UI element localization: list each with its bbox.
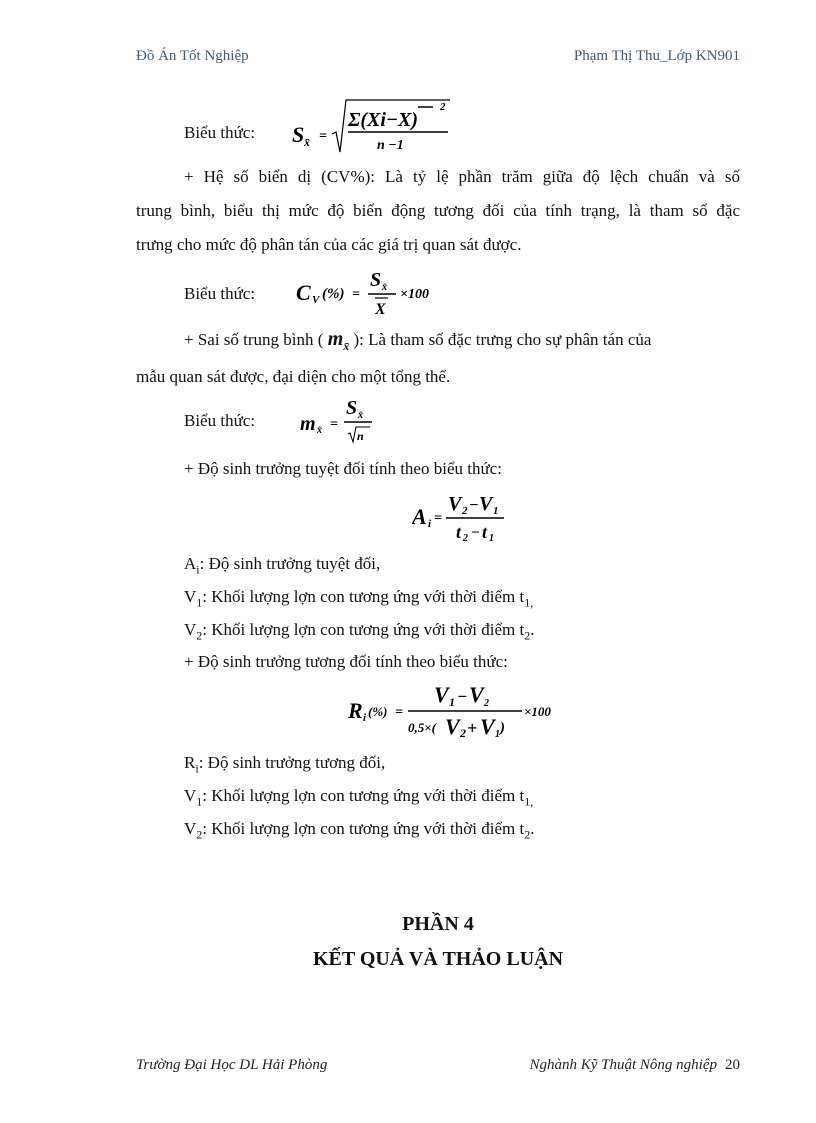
svg-text:−: − — [469, 497, 479, 514]
formula-absolute-growth — [412, 490, 532, 551]
footer-right — [529, 1057, 740, 1074]
formula-cv — [296, 266, 456, 323]
svg-text:x̄: x̄ — [358, 410, 363, 421]
def-a-v1-text: Khối lượng lợn con tương ứng với thời điểm t — [211, 587, 525, 606]
svg-text:x̄: x̄ — [382, 282, 387, 293]
svg-text:=: = — [330, 417, 338, 432]
svg-text:=: = — [352, 287, 360, 302]
svg-text:S: S — [346, 397, 358, 419]
formula-std-error-svg — [292, 96, 452, 156]
svg-text:V: V — [479, 493, 493, 515]
page-header — [136, 48, 740, 65]
label-bieu-thuc-1: Biểu thức: — [184, 123, 256, 142]
svg-text:=: = — [319, 129, 327, 144]
svg-text:S: S — [292, 122, 305, 147]
formula-std-error — [292, 96, 452, 161]
formula-relative-growth — [348, 682, 578, 745]
def-a-v2: $V_2$: Khối lượng lợn con tương ứng với thời điểm $t_2$. — [184, 620, 535, 643]
svg-text:n: n — [357, 429, 364, 443]
svg-text:×100: ×100 — [524, 704, 551, 719]
footer-left: Trường Đại Học DL Hải Phòng — [136, 1057, 328, 1073]
svg-text:m: m — [300, 413, 316, 435]
page-number: 20 — [725, 1057, 740, 1073]
para-m-part-b: ): Là tham số đặc trưng cho sự phân tán của — [353, 330, 652, 349]
svg-text:=: = — [434, 511, 442, 526]
label-bieu-thuc-2: Biểu thức: — [184, 284, 256, 303]
svg-text:1: 1 — [489, 533, 494, 544]
def-a: $A_i$: Độ sinh trưởng tuyệt đối, — [184, 554, 381, 577]
section-title: KẾT QUẢ VÀ THẢO LUẬN — [312, 948, 564, 970]
para-m-part-a: + Sai số trung bình ( — [184, 330, 324, 349]
def-r: $R_i$: Độ sinh trưởng tương đối, — [184, 753, 386, 776]
svg-text:i: i — [428, 518, 432, 530]
page-footer — [136, 1057, 740, 1074]
svg-text:i: i — [363, 712, 367, 724]
svg-text:1: 1 — [495, 729, 500, 740]
svg-text:V: V — [434, 682, 449, 707]
svg-text:x̄: x̄ — [304, 135, 310, 149]
def-r-v1-text: Khối lượng lợn con tương ứng với thời điểm t — [211, 786, 525, 805]
para-m-line-1 — [184, 322, 740, 363]
section-part: PHẦN 4 — [402, 913, 474, 935]
svg-text:t: t — [482, 522, 488, 542]
svg-text:1: 1 — [493, 505, 499, 517]
inline-m-symbol: $m_{x̄}$ — [327, 328, 350, 353]
def-r-v2-text: Khối lượng lợn con tương ứng với thời điểm t — [211, 819, 525, 838]
svg-text:S: S — [370, 269, 382, 291]
para-a: + Độ sinh trưởng tuyệt đối tính theo biểu thức: — [184, 459, 502, 478]
svg-text:n −1: n −1 — [377, 138, 404, 153]
header-right: Phạm Thị Thu_Lớp KN901 — [573, 48, 740, 64]
formula-cv-svg — [296, 266, 456, 318]
svg-text:t: t — [456, 522, 462, 542]
formula-relative-growth-svg — [348, 682, 578, 740]
svg-text:2: 2 — [440, 101, 446, 113]
svg-text:(%): (%) — [322, 286, 345, 302]
svg-text:A: A — [412, 504, 427, 529]
label-bieu-thuc-3: Biểu thức: — [184, 411, 256, 430]
formula-m-svg — [300, 394, 390, 446]
svg-text:X: X — [375, 301, 386, 318]
def-a-v2-text: Khối lượng lợn con tương ứng với thời điểm t — [211, 620, 525, 639]
svg-text:x̄: x̄ — [317, 425, 322, 436]
def-r-text: Độ sinh trưởng tương đối, — [207, 753, 386, 772]
svg-text:(%): (%) — [368, 704, 388, 719]
def-r-v1: $V_1$: Khối lượng lợn con tương ứng với thời điểm $t_{1,}$ — [184, 786, 534, 809]
footer-right-text: Nghành Kỹ Thuật Nông nghiệp — [529, 1057, 717, 1073]
svg-text:×100: ×100 — [400, 287, 429, 302]
svg-text:): ) — [500, 720, 505, 736]
def-r-v2: $V_2$: Khối lượng lợn con tương ứng với thời điểm $t_2$. — [184, 819, 535, 842]
para-m-line-2: mẫu quan sát được, đại diện cho một tổng thể. — [136, 367, 451, 386]
svg-text:Σ(Xi−X): Σ(Xi−X) — [348, 109, 419, 131]
svg-text:C: C — [296, 280, 311, 305]
svg-text:=: = — [395, 705, 403, 720]
svg-text:V: V — [448, 493, 462, 515]
para-r: + Độ sinh trưởng tương đối tính theo biểu thức: — [184, 652, 508, 671]
svg-text:R: R — [348, 698, 363, 723]
svg-text:V: V — [469, 682, 484, 707]
formula-m — [300, 394, 390, 451]
svg-text:2: 2 — [460, 726, 466, 740]
svg-text:1: 1 — [449, 695, 455, 709]
para-cv-line-2: trung bình, biểu thị mức độ biến động tương đối của tính trạng, là tham số đặc — [136, 201, 740, 220]
para-cv-line-3: trưng cho mức độ phân tán của các giá trị quan sát được. — [136, 235, 522, 254]
para-cv-line-1: + Hệ số biến dị (CV%): Là tỷ lệ phần trăm giữa độ lệch chuẩn và số — [184, 167, 740, 186]
header-left: Đồ Án Tốt Nghiệp — [136, 48, 249, 64]
svg-text:V: V — [312, 294, 320, 306]
svg-text:2: 2 — [484, 698, 489, 709]
svg-text:V: V — [445, 714, 460, 739]
svg-text:+: + — [467, 718, 478, 738]
svg-text:V: V — [480, 714, 495, 739]
def-a-v1: $V_1$: Khối lượng lợn con tương ứng với thời điểm $t_{1,}$ — [184, 587, 534, 610]
svg-text:2: 2 — [463, 533, 468, 544]
svg-text:2: 2 — [462, 505, 468, 517]
svg-text:−: − — [471, 525, 481, 541]
svg-text:−: − — [457, 687, 468, 706]
formula-absolute-growth-svg — [412, 490, 532, 546]
def-a-text: Độ sinh trưởng tuyệt đối, — [208, 554, 381, 573]
svg-text:0,5×(: 0,5×( — [408, 720, 436, 735]
